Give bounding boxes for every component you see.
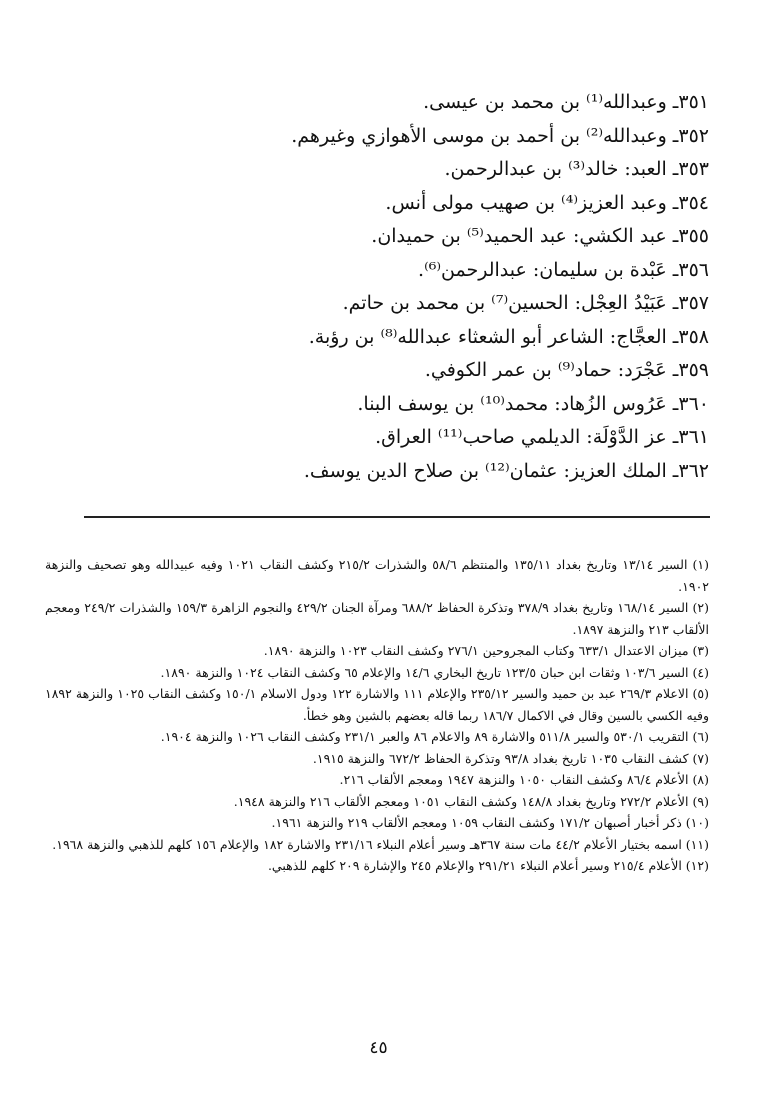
entry-item (69, 254, 709, 288)
footnote-list (45, 554, 709, 877)
footnote: (٦) التقريب ٥٣٠/١ والسير ٥١١/٨ والاشارة ٨٩ والاعلام ٨٦ والعبر ٢٣١/١ وكشف النقاب ١٠٢٦ والنزهة ١٩٠٤. (160, 729, 709, 744)
entry-text: ـ عز الدَّوْلَة: الديلمي صاحب⁽¹¹⁾ العراق. (375, 426, 679, 448)
footnote: (٢) السير ١٦٨/١٤ وتاريخ بغداد ٣٧٨/٩ وتذكرة الحفاظ ٦٨٨/٢ ومرآة الجنان ٤٢٩/٢ والنجوم الزاهرة ١٥٩/٣ والشذرات ٢٤٩/٢ ومعجم الألقاب ٢١٣ والنزهة ١٨٩٧. (45, 600, 709, 637)
footnote: (١١) اسمه بختيار الأعلام ٤٤/٢ مات سنة ٣٦٧هـ وسير أعلام النبلاء ٢٣١/١٦ والاشارة ١٨٢ والإعلام ١٥٦ كلهم للذهبي والنزهة ١٩٦٨. (52, 836, 709, 852)
entry-number: ٣٥٥ (678, 225, 709, 247)
footnote: (١٢) الأعلام ٢١٥/٤ وسير أعلام النبلاء ٢٩١/٢١ والإعلام ٢٤٥ والإشارة ٢٠٩ كلهم للذهبي. (267, 858, 709, 873)
entry-item (69, 388, 709, 422)
entry-item (69, 321, 709, 355)
entry-list (69, 86, 709, 488)
footnote: (١) السير ١٣/١٤ وتاريخ بغداد ١٣٥/١١ والمنتظم ٥٨/٦ والشذرات ٢١٥/٢ وكشف النقاب ١٠٢١ وفيه عبيدالله وهو تصحيف والنزهة ١٩٠٢. (45, 557, 709, 594)
footnote: (٨) الأعلام ٨٦/٤ وكشف النقاب ١٠٥٠ والنزهة ١٩٤٧ ومعجم الألقاب ٢١٦. (339, 772, 709, 787)
entry-number: ٣٦١ (678, 426, 709, 448)
entry-item (69, 153, 709, 187)
entry-item (69, 86, 709, 120)
entry-text: ـ عَجْرَد: حماد⁽⁹⁾ بن عمر الكوفي. (424, 359, 679, 381)
entry-number: ٣٥٩ (678, 359, 709, 381)
footnote: (٥) الاعلام ٢٦٩/٣ عبد بن حميد والسير ٢٣٥/١٢ والإعلام ١١١ والاشارة ١٢٢ ودول الاسلام ١٥٠/١ وكشف النقاب ١٠٢٥ والنزهة ١٨٩٢ وفيه الكسي بالسين وقال في الاكمال ١٨٦/٧ ربما قاله بعضهم بالشين وهو خطأ. (45, 686, 710, 723)
entry-number: ٣٦٢ (678, 459, 709, 482)
entry-text: ـ وعبدالله⁽¹⁾ بن محمد بن عيسى. (423, 91, 679, 113)
entry-number: ٣٥٦ (678, 258, 709, 281)
footnote-divider (84, 516, 710, 518)
footnote: (٩) الأعلام ٢٧٢/٢ وتاريخ بغداد ١٤٨/٨ وكشف النقاب ١٠٥١ ومعجم الألقاب ٢١٦ والنزهة ١٩٤٨. (233, 793, 709, 809)
entry-number: ٣٥٧ (678, 292, 709, 314)
entry-text: ـ الملك العزيز: عثمان⁽¹²⁾ بن صلاح الدين يوسف. (303, 459, 679, 482)
entry-text: ـ عبد الكشي: عبد الحميد⁽⁵⁾ بن حميدان. (371, 225, 679, 247)
entry-number: ٣٥١ (678, 91, 709, 113)
entry-number: ٣٥٢ (678, 124, 709, 147)
entry-item (69, 455, 709, 489)
entry-number: ٣٥٨ (678, 325, 709, 348)
entry-number: ٣٥٣ (678, 158, 709, 180)
entry-item (69, 421, 709, 455)
entry-item (69, 354, 709, 388)
footnote: (٤) السير ١٠٣/٦ وثقات ابن حبان ١٢٣/٥ تاريخ البخاري ١٤/٦ والإعلام ٦٥ وكشف النقاب ١٠٢٤ والنزهة ١٨٩٠. (160, 664, 709, 680)
entry-item (69, 287, 709, 321)
entry-text: ـ وعبد العزيز⁽⁴⁾ بن صهيب مولى أنس. (385, 191, 679, 214)
entry-item (69, 120, 709, 154)
entry-number: ٣٥٤ (678, 191, 709, 214)
entry-text: ـ عَبَيْدُ العِجْل: الحسين⁽⁷⁾ بن محمد بن حاتم. (342, 292, 679, 314)
footnote: (٣) ميزان الاعتدال ٦٣٣/١ وكتاب المجروحين ٢٧٦/١ وكشف النقاب ١٠٢٣ والنزهة ١٨٩٠. (263, 643, 709, 658)
entry-text: ـ العجَّاج: الشاعر أبو الشعثاء عبدالله⁽⁸⁾ بن رؤبة. (308, 325, 679, 348)
entry-text: ـ عَبْدة بن سليمان: عبدالرحمن⁽⁶⁾. (418, 258, 679, 281)
entry-item (69, 187, 709, 221)
footnote: (١٠) ذكر أخبار أصبهان ١٧١/٢ وكشف النقاب ١٠٥٩ ومعجم الألقاب ٢١٩ والنزهة ١٩٦١. (271, 815, 709, 830)
page-number: ٤٥ (369, 1038, 388, 1058)
entry-text: ـ وعبدالله⁽²⁾ بن أحمد بن موسى الأهوازي وغيرهم. (291, 124, 679, 147)
entry-text: ـ عَرُوس الزُهاد: محمد⁽¹⁰⁾ بن يوسف البنا. (357, 392, 679, 415)
entry-text: ـ العبد: خالد⁽³⁾ بن عبدالرحمن. (444, 158, 679, 180)
footnote: (٧) كشف النقاب ١٠٣٥ تاريخ بغداد ٩٣/٨ وتذكرة الحفاظ ٦٧٢/٢ والنزهة ١٩١٥. (312, 750, 709, 766)
entry-number: ٣٦٠ (678, 392, 709, 415)
entry-item (69, 220, 709, 254)
